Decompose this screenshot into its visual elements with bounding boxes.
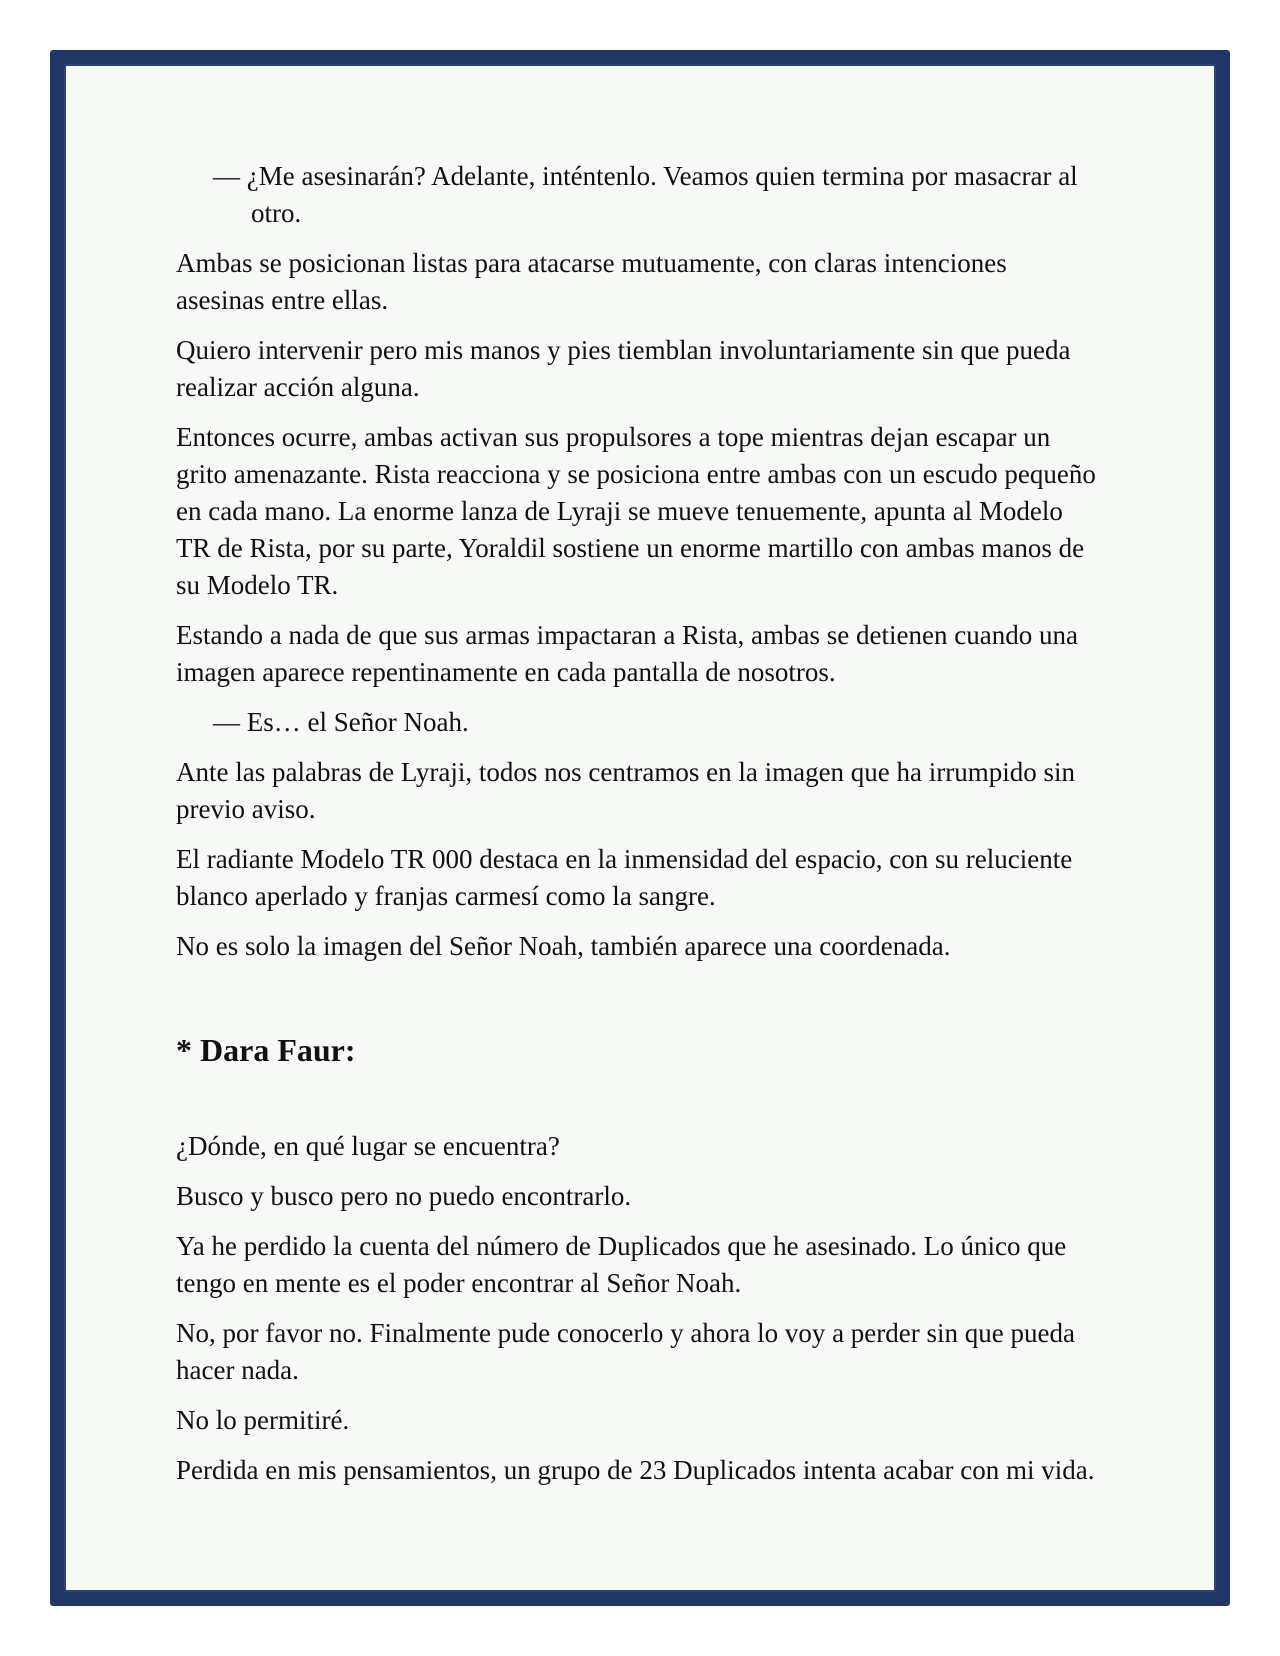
dialogue-line: — ¿Me asesinarán? Adelante, inténtenlo. Veamos quien termina por masacrar al otro. [213, 161, 1078, 228]
dialogue-line: — Es… el Señor Noah. [213, 707, 469, 737]
page-sheet [64, 64, 1216, 1592]
narrative-paragraph: Ambas se posicionan listas para atacarse mutuamente, con claras intenciones asesinas entre ellas. [176, 248, 1007, 315]
narrative-paragraph: ¿Dónde, en qué lugar se encuentra? [176, 1131, 560, 1161]
narrative-paragraph: Perdida en mis pensamientos, un grupo de 23 Duplicados intenta acabar con mi vida. [176, 1455, 1095, 1485]
narrative-paragraph: No es solo la imagen del Señor Noah, también aparece una coordenada. [176, 931, 951, 961]
narrative-paragraph: Ya he perdido la cuenta del número de Duplicados que he asesinado. Lo único que tengo en mente es el poder encontrar al Señor Noah. [176, 1231, 1067, 1298]
page-frame [50, 50, 1230, 1606]
page-content [176, 158, 1096, 1502]
narrative-paragraph: El radiante Modelo TR 000 destaca en la inmensidad del espacio, con su reluciente blanco aperlado y franjas carmesí como la sangre. [176, 844, 1073, 911]
section-heading: * Dara Faur: [176, 1032, 356, 1068]
narrative-paragraph: Estando a nada de que sus armas impactaran a Rista, ambas se detienen cuando una imagen aparece repentinamente en cada pantalla de nosotros. [176, 620, 1078, 687]
narrative-paragraph: Entonces ocurre, ambas activan sus propulsores a tope mientras dejan escapar un grito amenazante. Rista reacciona y se posiciona entre ambas con un escudo pequeño en cada mano. La enorme lanza de Lyraji se mueve tenuemente, apunta al Modelo TR de Rista, por su parte, Yoraldil sostiene un enorme martillo con ambas manos de su Modelo TR. [176, 422, 1096, 600]
narrative-paragraph: Ante las palabras de Lyraji, todos nos centramos en la imagen que ha irrumpido sin previo aviso. [176, 757, 1076, 824]
narrative-paragraph: Busco y busco pero no puedo encontrarlo. [176, 1181, 632, 1211]
narrative-paragraph: Quiero intervenir pero mis manos y pies tiemblan involuntariamente sin que pueda realizar acción alguna. [176, 335, 1071, 402]
narrative-paragraph: No lo permitiré. [176, 1405, 350, 1435]
narrative-paragraph: No, por favor no. Finalmente pude conocerlo y ahora lo voy a perder sin que pueda hacer nada. [176, 1318, 1075, 1385]
